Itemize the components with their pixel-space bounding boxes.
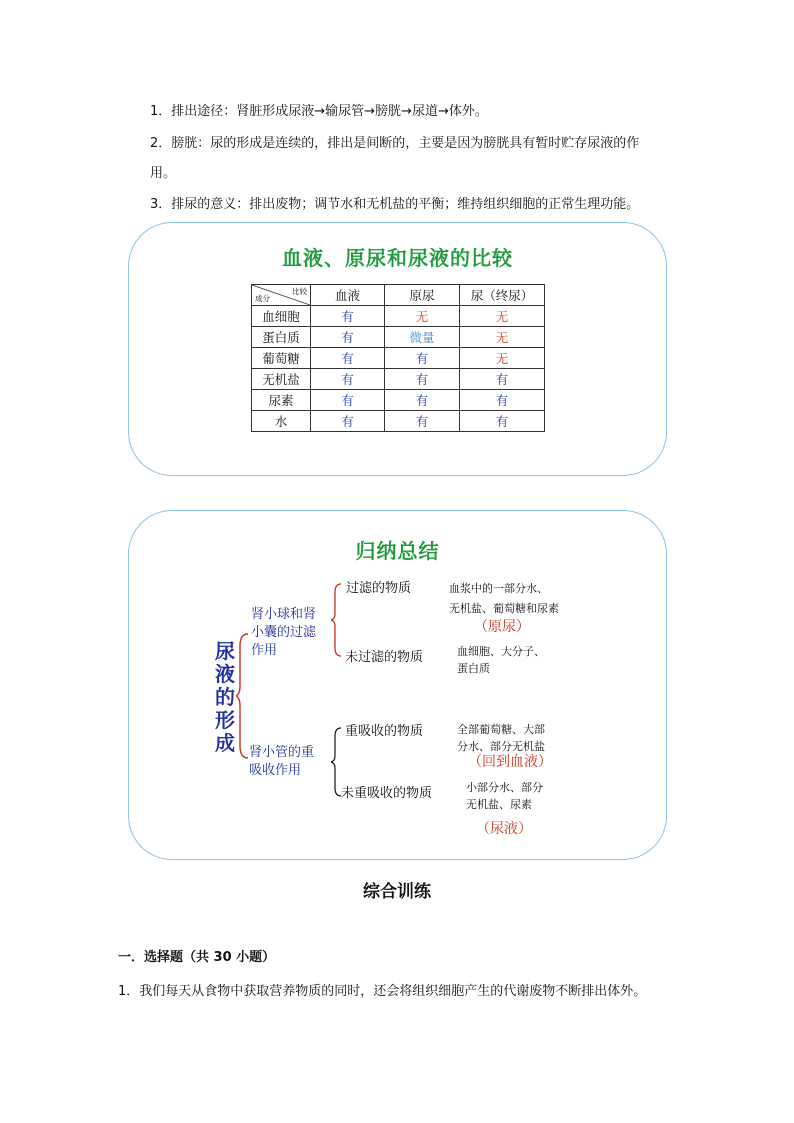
table-cell: 无 — [460, 348, 545, 369]
comparison-title: 血液、原尿和尿液的比较 — [282, 246, 513, 270]
root-brace — [236, 632, 250, 760]
branch-line: 作用 — [251, 643, 278, 658]
root-char: 的 — [215, 685, 235, 709]
table-row — [252, 306, 545, 327]
corner-cell — [252, 285, 311, 306]
section-title: 综合训练 — [363, 882, 431, 902]
branch-line: 肾小管的重 — [249, 745, 315, 760]
corner-top-label: 比较 — [292, 287, 307, 296]
table-cell: 有 — [385, 390, 460, 411]
row-label: 尿素 — [252, 390, 311, 411]
desc-line: 分水、部分无机盐 — [457, 740, 545, 753]
table-cell: 无 — [385, 306, 460, 327]
filter-brace — [331, 582, 343, 658]
root-char: 形 — [215, 708, 235, 732]
header-primary-urine: 原尿 — [385, 285, 460, 306]
root-label — [213, 640, 237, 755]
table-cell: 有 — [311, 411, 385, 432]
table-cell: 有 — [385, 369, 460, 390]
table-cell: 无 — [460, 306, 545, 327]
row-label: 水 — [252, 411, 311, 432]
desc-line: 全部葡萄糖、大部 — [457, 723, 545, 736]
not-filtered-desc — [457, 643, 545, 677]
table-cell: 有 — [385, 411, 460, 432]
not-reabsorbed-label: 未重吸收的物质 — [341, 786, 433, 801]
not-filtered-label: 未过滤的物质 — [345, 650, 424, 665]
row-label: 蛋白质 — [252, 327, 311, 348]
reabsorbed-label: 重吸收的物质 — [345, 724, 424, 739]
comparison-table — [251, 284, 545, 432]
filtered-label: 过滤的物质 — [346, 581, 412, 596]
row-label: 无机盐 — [252, 369, 311, 390]
question-1: 1．我们每天从食物中获取营养物质的同时，还会将组织细胞产生的代谢废物不断排出体外。 — [118, 984, 647, 999]
row-label: 血细胞 — [252, 306, 311, 327]
reabsorbed-result: （回到血液） — [468, 754, 552, 770]
row-label: 葡萄糖 — [252, 348, 311, 369]
paragraph-2: 2．膀胱：尿的形成是连续的，排出是间断的，主要是因为膀胱具有暂时贮存尿液的作 — [150, 136, 640, 151]
table-cell: 有 — [385, 348, 460, 369]
table-cell: 微量 — [385, 327, 460, 348]
branch-line: 小囊的过滤 — [251, 625, 317, 640]
desc-line: 小部分水、部分 — [466, 781, 543, 794]
table-row — [252, 411, 545, 432]
table-cell: 有 — [311, 327, 385, 348]
table-cell: 有 — [311, 369, 385, 390]
table-cell: 有 — [311, 348, 385, 369]
paragraph-2-cont: 用。 — [150, 166, 177, 181]
branch-filtration — [251, 606, 316, 660]
root-char: 尿 — [215, 639, 235, 663]
branch-reabsorption — [249, 744, 314, 780]
table-cell: 无 — [460, 327, 545, 348]
table-row — [252, 369, 545, 390]
subsection-title: 一．选择题（共 30 小题） — [118, 950, 276, 965]
branch-line: 吸收作用 — [249, 763, 302, 778]
table-cell: 有 — [460, 411, 545, 432]
table-row — [252, 390, 545, 411]
desc-line: 无机盐、葡萄糖和尿素 — [449, 602, 559, 615]
table-cell: 有 — [460, 390, 545, 411]
paragraph-3: 3．排尿的意义：排出废物；调节水和无机盐的平衡；维持组织细胞的正常生理功能。 — [150, 197, 640, 212]
table-cell: 有 — [460, 369, 545, 390]
filtered-desc — [449, 579, 559, 619]
not-reabsorbed-desc — [466, 779, 543, 813]
table-cell: 有 — [311, 390, 385, 411]
root-char: 成 — [215, 731, 235, 755]
desc-line: 无机盐、尿素 — [466, 798, 532, 811]
not-reabsorbed-result: （尿液） — [476, 821, 532, 837]
corner-bottom-label: 成分 — [255, 294, 270, 303]
summary-box — [128, 510, 667, 860]
table-cell: 有 — [311, 306, 385, 327]
table-row — [252, 348, 545, 369]
filtered-result: （原尿） — [474, 619, 530, 635]
header-urine: 尿（终尿） — [460, 285, 545, 306]
desc-line: 血细胞、大分子、 — [457, 645, 545, 658]
desc-line: 蛋白质 — [457, 662, 490, 675]
paragraph-1: 1．排出途径：肾脏形成尿液→输尿管→膀胱→尿道→体外。 — [150, 104, 488, 119]
header-blood: 血液 — [311, 285, 385, 306]
reabsorbed-desc — [457, 721, 545, 755]
branch-line: 肾小球和肾 — [251, 607, 317, 622]
table-row — [252, 327, 545, 348]
root-char: 液 — [215, 662, 235, 686]
summary-title: 归纳总结 — [355, 539, 440, 563]
desc-line: 血浆中的一部分水、 — [449, 582, 548, 595]
